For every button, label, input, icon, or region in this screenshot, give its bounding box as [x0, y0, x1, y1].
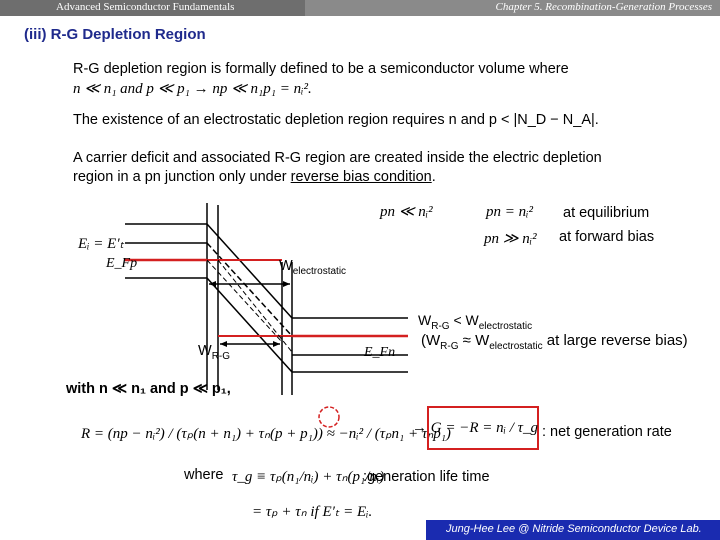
w-rg-sub: R-G — [211, 350, 231, 362]
header-bar — [0, 0, 720, 16]
efn-label: E_Fn — [364, 345, 396, 360]
w-rg-less-sub2: electrostatic — [478, 320, 533, 332]
tau-g-simplified: = τₚ + τₙ if E′ₜ = Eᵢ. — [252, 504, 373, 520]
at-forward-bias-label: at forward bias — [559, 229, 655, 245]
pn-equal-label: pn = nᵢ² — [486, 204, 533, 220]
w-electrostatic-w: W — [279, 258, 293, 274]
highlight-circle — [319, 407, 339, 427]
with-condition-line: with n ≪ n₁ and p ≪ p₁, — [66, 381, 231, 397]
header-chapter-title: Chapter 5. Recombination-Generation Processes — [495, 1, 712, 13]
generation-equation: → G = −R = nᵢ / τ_g — [412, 420, 539, 436]
band-ei-slope — [207, 243, 292, 336]
footer-bar — [426, 520, 720, 540]
at-equilibrium-label: at equilibrium — [563, 205, 650, 221]
w-rg-approx-mid: ≈ W — [458, 332, 490, 349]
recombination-equation: R = (np − nᵢ²) / (τₚ(n + n₁) + τₙ(p + p₁)) ≈ −nᵢ² / (τₚn₁ + τₙp₁) — [81, 426, 451, 442]
where-label: where — [184, 467, 224, 483]
w-rg-approx-open: (W — [421, 332, 441, 349]
carrier-line2-post: . — [431, 169, 436, 185]
header-course-title: Advanced Semiconductor Fundamentals — [56, 1, 235, 13]
w-electrostatic-arrowhead-right — [283, 281, 290, 287]
w-rg-approx-sub2: electrostatic — [489, 341, 543, 352]
reverse-bias-underlined: reverse bias condition — [290, 169, 432, 185]
net-generation-rate-label: : net generation rate — [542, 424, 672, 440]
w-rg-less-mid: < W — [449, 312, 479, 328]
generation-lifetime-label: :generation life time — [363, 469, 490, 485]
carrier-deficit-line1: A carrier deficit and associated R-G region are created inside the electric depletion — [73, 150, 602, 166]
carrier-deficit-line2 — [73, 169, 436, 185]
w-rg-w: W — [198, 343, 212, 359]
w-rg-less-sub1: R-G — [431, 320, 450, 332]
w-rg-label — [198, 343, 230, 362]
tau-g-definition: τ_g ≡ τₚ(n₁/nᵢ) + τₙ(p₁/nᵢ) — [232, 469, 385, 485]
w-electrostatic-label — [279, 258, 346, 277]
w-rg-approx-sub1: R-G — [440, 341, 459, 352]
section-title: (iii) R-G Depletion Region — [24, 26, 206, 43]
efp-label: E_Fp — [106, 256, 138, 271]
w-rg-approx-tail: at large reverse bias) — [542, 332, 688, 349]
ei-et-label: Eᵢ = E′ₜ — [78, 236, 125, 252]
w-rg-approx-label — [421, 332, 688, 352]
footer-credit: Jung-Hee Lee @ Nitride Semiconductor Device Lab. — [446, 523, 702, 535]
band-diagram — [0, 190, 720, 410]
definition-line: R-G depletion region is formally defined to be a semiconductor volume where — [73, 61, 569, 77]
pn-much-greater-label: pn ≫ nᵢ² — [484, 231, 537, 247]
w-electrostatic-sub: electrostatic — [292, 265, 347, 277]
approx-term-highlight — [316, 404, 342, 430]
existence-line: The existence of an electrostatic depletion region requires n and p < |N_D − N_A|. — [73, 112, 599, 128]
pn-much-less-label: pn ≪ nᵢ² — [380, 204, 433, 220]
w-rg-arrowhead-right — [273, 341, 280, 347]
w-rg-less-w: W — [418, 312, 432, 328]
w-rg-less-label — [418, 312, 532, 332]
carrier-line2-pre: region in a pn junction only under — [73, 169, 291, 185]
definition-math: n ≪ n₁ and p ≪ p₁ → np ≪ n₁p₁ = nᵢ². — [73, 81, 312, 97]
